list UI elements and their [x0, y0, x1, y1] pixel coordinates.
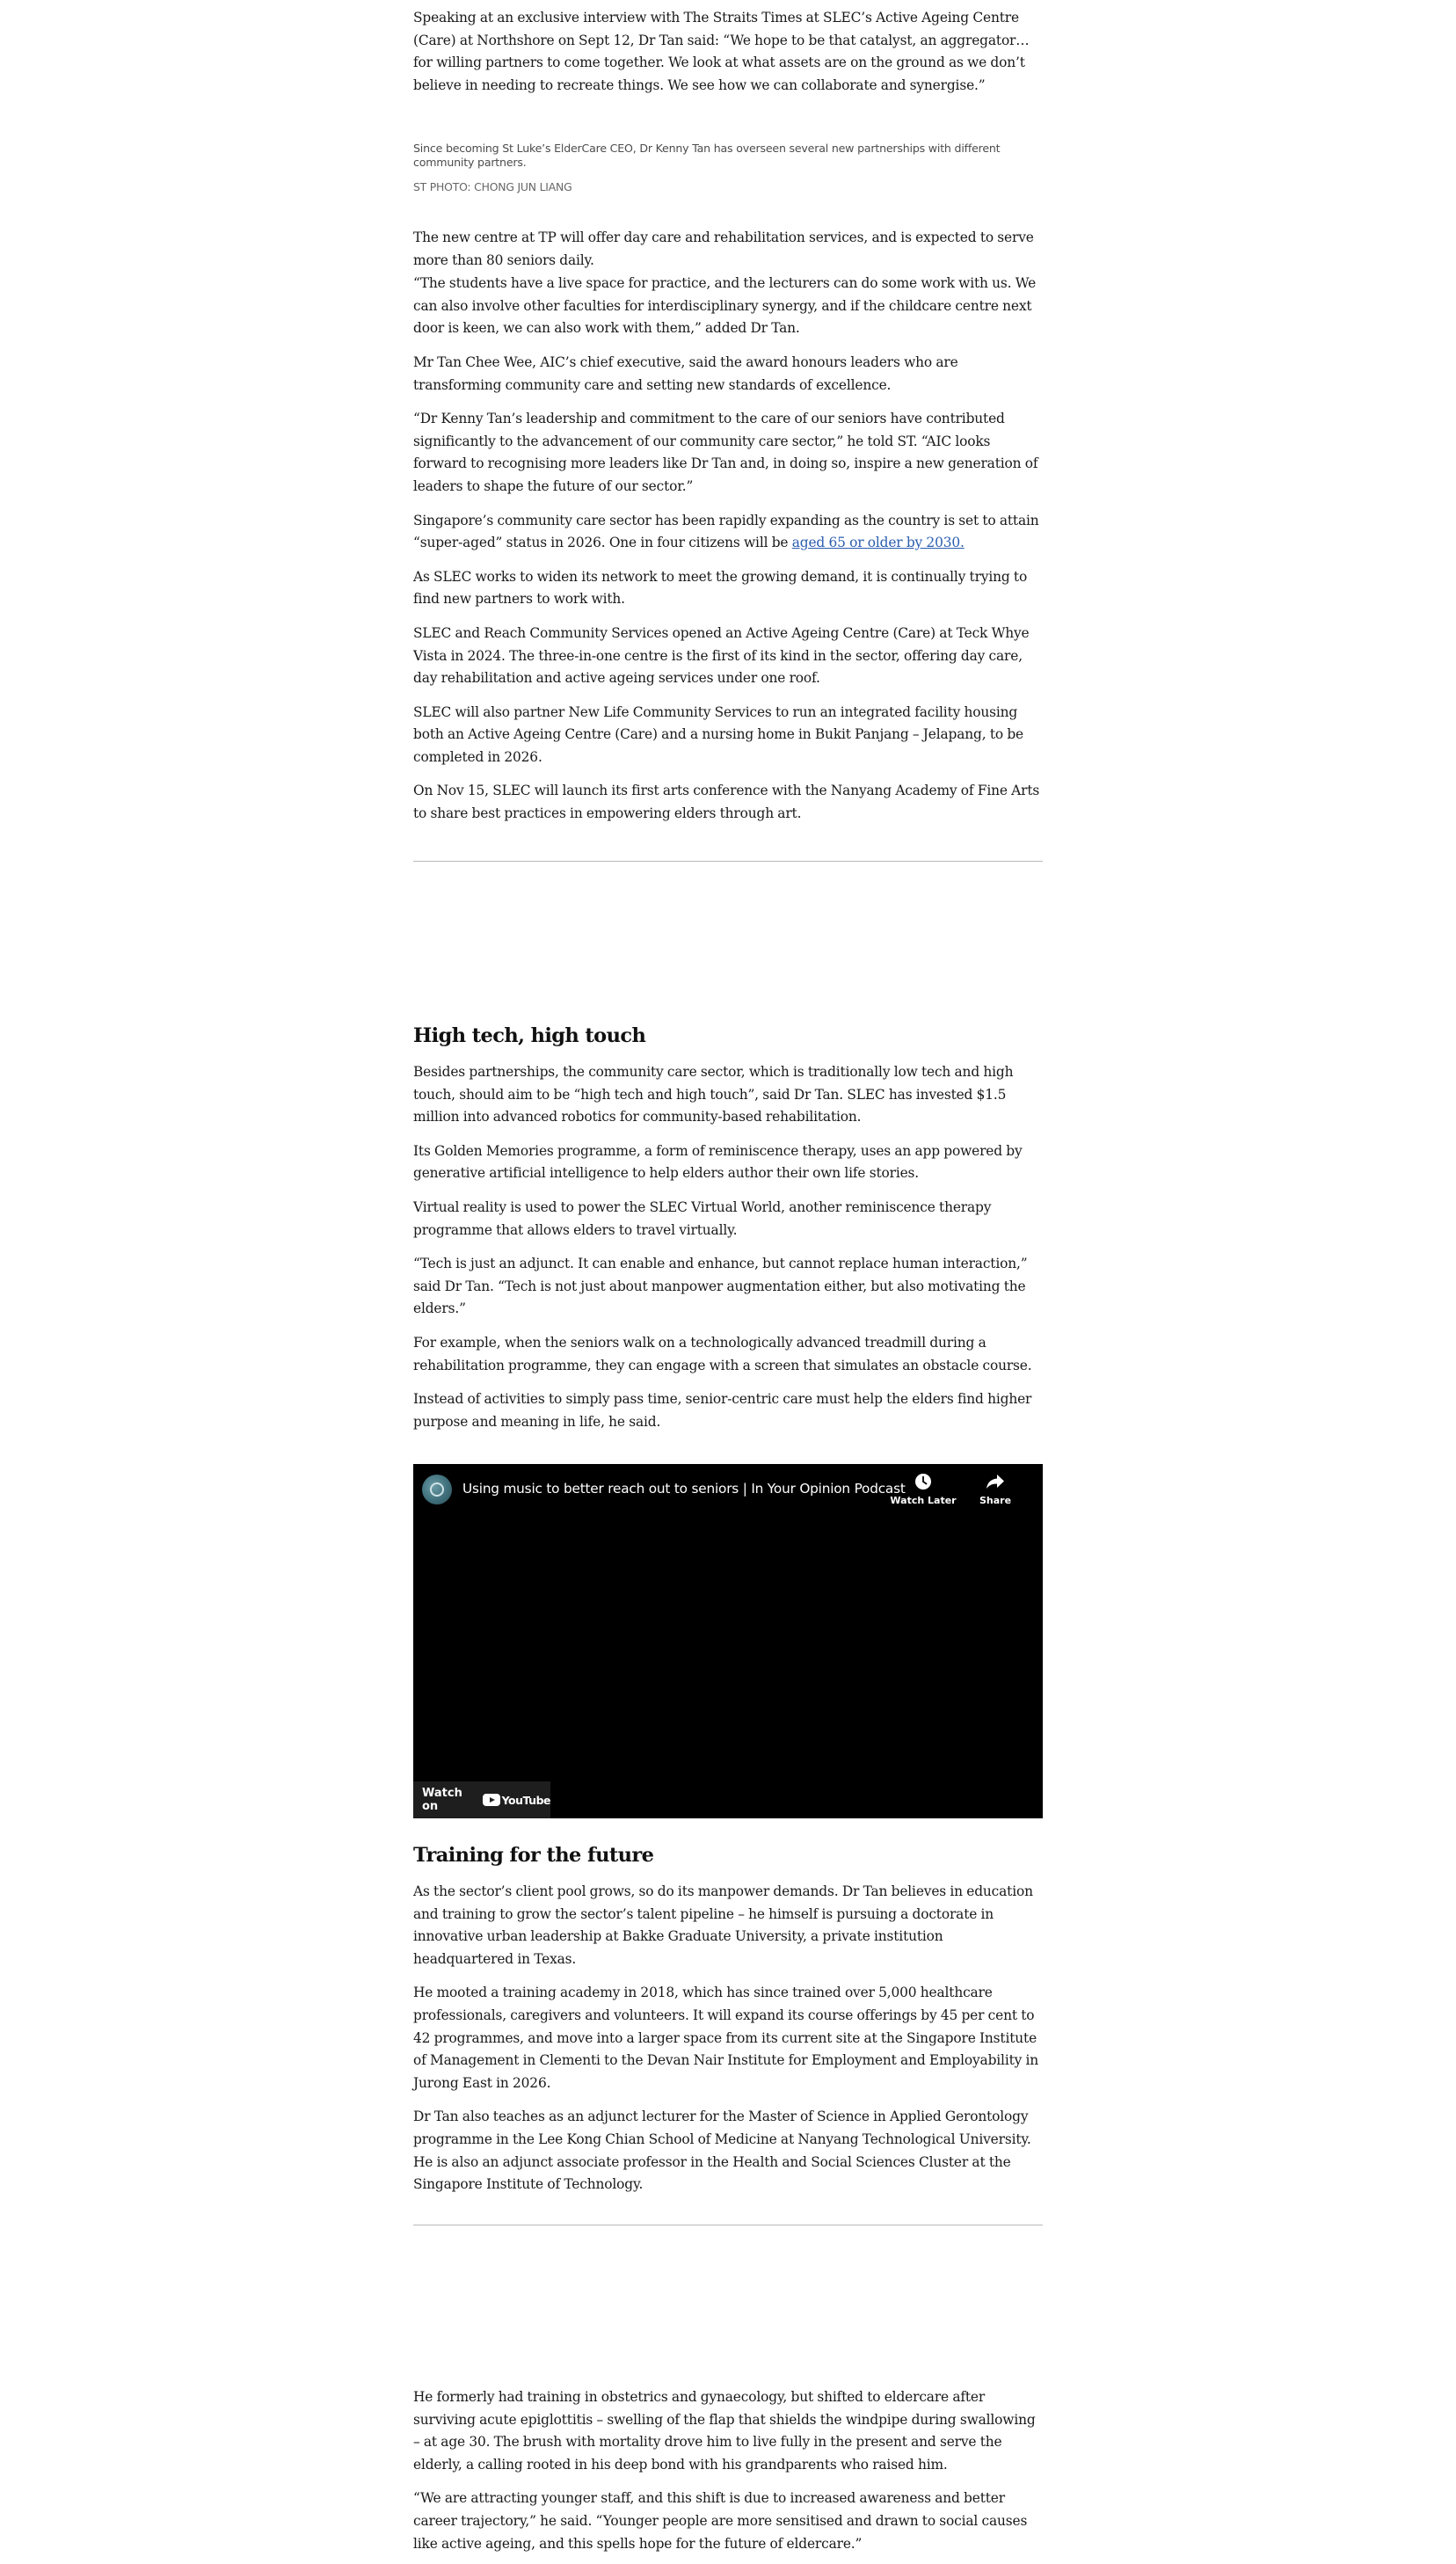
article-closing [413, 2386, 1043, 2555]
paragraph: SLEC will also partner New Life Community Services to run an integrated facility housing both an Active Ageing Centre (Care) and a nursing home in Bukit Panjang – Jelapang, to be completed in 2026. [413, 703, 1023, 765]
paragraph: As SLEC works to widen its network to meet the growing demand, it is continually trying to find new partners to work with. [413, 568, 1028, 608]
paragraph: On Nov 15, SLEC will launch its first arts conference with the Nanyang Academy of Fine Arts to share best practices in empowering elders through art. [413, 783, 1040, 822]
watch-on-youtube-button[interactable] [413, 1781, 550, 1818]
paragraph: The new centre at TP will offer day care and rehabilitation services, and is expected to serve more than 80 seniors daily. [413, 229, 1034, 268]
photo-credit: ST PHOTO: CHONG JUN LIANG [413, 180, 572, 193]
paragraph: Besides partnerships, the community care sector, which is traditionally low tech and high touch, should aim to be “high tech and high touch”, said Dr Tan. SLEC has invested $1.5 million into advanced robotics for community-based rehabilitation. [413, 1064, 1014, 1125]
share-button[interactable] [960, 1473, 1030, 1506]
share-label: Share [979, 1495, 1012, 1506]
paragraph: “The students have a live space for practice, and the lecturers can do some work with us. We can also involve other faculties for interdisciplinary synergy, and if the childcare centre next door is keen, we can also work with them,” added Dr Tan. [413, 275, 1037, 337]
share-arrow-icon [986, 1473, 1005, 1490]
paragraph: Virtual reality is used to power the SLEC Virtual World, another reminiscence therapy programme that allows elders to travel virtually. [413, 1198, 992, 1238]
paragraph: Instead of activities to simply pass time, senior-centric care must help the elders find higher purpose and meaning in life, he said. [413, 1391, 1032, 1430]
training-section [413, 1881, 1043, 2196]
paragraph: “We are attracting younger staff, and this shift is due to increased awareness and better career trajectory,” he said. “Younger people are more sensitised and drawn to social causes like active ageing, and this spells hope for the future of eldercare.” [413, 2490, 1028, 2552]
tech-section [413, 1061, 1043, 1433]
paragraph-text: Singapore’s community care sector has been rapidly expanding as the country is set to attain “super-aged” status in 2026. One in four citizens will be [413, 512, 1039, 551]
section-divider [413, 861, 1043, 862]
paragraph: “Tech is just an adjunct. It can enable and enhance, but cannot replace human interaction,” said Dr Tan. “Tech is not just about manpower augmentation either, but also motivating the elders.” [413, 1256, 1028, 1317]
paragraph: SLEC and Reach Community Services opened an Active Ageing Centre (Care) at Teck Whye Vista in 2024. The three-in-one centre is the first of its kind in the sector, offering day care, day rehabilitation and active ageing services under one roof. [413, 624, 1030, 687]
watch-later-label: Watch Later [890, 1495, 957, 1506]
watch-later-button[interactable] [888, 1473, 958, 1506]
youtube-wordmark: YouTube [501, 1793, 550, 1807]
watch-on-label: Watch on [422, 1787, 462, 1813]
paragraph [413, 510, 1043, 555]
channel-avatar-icon[interactable] [422, 1475, 452, 1504]
article-body [413, 227, 1043, 826]
paragraph: Mr Tan Chee Wee, AIC’s chief executive, said the award honours leaders who are transforming community care and setting new standards of excellence. [413, 353, 958, 393]
article-intro [413, 7, 1043, 97]
paragraph: Its Golden Memories programme, a form of reminiscence therapy, uses an app powered by generative artificial intelligence to help elders author their own life stories. [413, 1142, 1023, 1182]
paragraph: He formerly had training in obstetrics and gynaecology, but shifted to eldercare after surviving acute epiglottitis – swelling of the flap that shields the windpipe during swallowing – at age 30. The brush with mortality drove him to live fully in the present and serve the elderly, a calling rooted in his deep bond with his grandparents who raised him. [413, 2389, 1036, 2473]
paragraph: As the sector’s client pool grows, so do its manpower demands. Dr Tan believes in education and training to grow the sector’s talent pipeline – he himself is pursuing a doctorate in innovative urban leadership at Bakke Graduate University, a private institution headquartered in Texas. [413, 1883, 1033, 1967]
section-heading: Training for the future [413, 1844, 654, 1867]
photo-caption: Since becoming St Luke’s ElderCare CEO, Dr Kenny Tan has overseen several new partnerships with different community partners. [413, 142, 1001, 169]
video-title[interactable]: Using music to better reach out to seniors | In Your Opinion Podcast [462, 1481, 906, 1497]
clock-icon [914, 1473, 932, 1490]
aged-65-link[interactable]: aged 65 or older by 2030. [791, 535, 965, 551]
video-embed[interactable] [413, 1464, 1043, 1818]
paragraph: Dr Tan also teaches as an adjunct lecturer for the Master of Science in Applied Gerontology programme in the Lee Kong Chian School of Medicine at Nanyang Technological University. He is also an adjunct associate professor in the Health and Social Sciences Cluster at the Singapore Institute of Technology. [413, 2109, 1031, 2193]
youtube-play-icon [483, 1794, 500, 1806]
youtube-logo [483, 1794, 550, 1807]
paragraph: For example, when the seniors walk on a technologically advanced treadmill during a rehabilitation programme, they can engage with a screen that simulates an obstacle course. [413, 1334, 1032, 1373]
paragraph: “Dr Kenny Tan’s leadership and commitment to the care of our seniors have contributed significantly to the advancement of our community care sector,” he told ST. “AIC looks forward to recognising more leaders like Dr Tan and, in doing so, inspire a new generation of leaders to shape the future of our sector.” [413, 411, 1038, 494]
section-heading: High tech, high touch [413, 1024, 646, 1047]
paragraph: Speaking at an exclusive interview with The Straits Times at SLEC’s Active Ageing Centre (Care) at Northshore on Sept 12, Dr Tan said: “We hope to be that catalyst, an aggregator… for willing partners to come together. We look at what assets are on the ground as we don’t believe in needing to recreate things. We see how we can collaborate and synergise.” [413, 10, 1030, 93]
paragraph: He mooted a training academy in 2018, which has since trained over 5,000 healthcare professionals, caregivers and volunteers. It will expand its course offerings by 45 per cent to 42 programmes, and move into a larger space from its current site at the Singapore Institute of Management in Clementi to the Devan Nair Institute for Employment and Employability in Jurong East in 2026. [413, 1985, 1039, 2091]
